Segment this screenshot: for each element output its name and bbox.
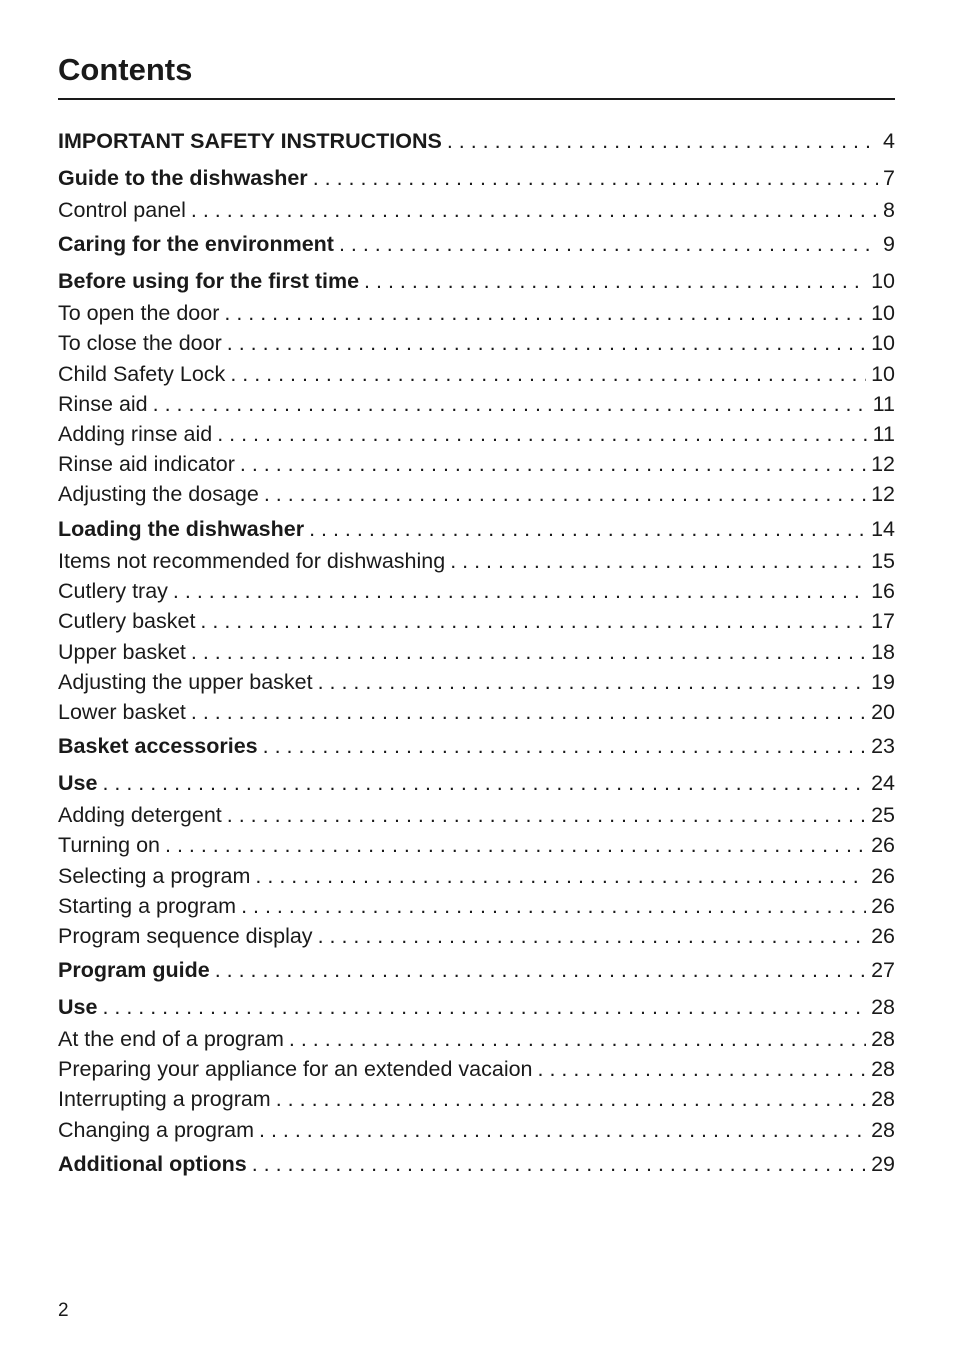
toc-entry-label: Additional options <box>58 1151 247 1176</box>
dot-leader <box>165 830 866 860</box>
dot-leader <box>102 991 866 1025</box>
toc-entry-page: 27 <box>871 958 895 983</box>
dot-leader <box>191 637 866 667</box>
toc-section-entry[interactable] <box>58 162 895 196</box>
toc-entry-label: Adding detergent <box>58 803 222 828</box>
toc-entry-label: Changing a program <box>58 1117 255 1142</box>
toc-entry-page: 28 <box>871 1087 895 1112</box>
toc-entry-label: At the end of a program <box>58 1027 284 1052</box>
toc-entry-label: Interrupting a program <box>58 1087 271 1112</box>
toc-entry-label: Guide to the dishwasher <box>58 165 308 190</box>
toc-entry-page: 23 <box>871 734 895 759</box>
toc-entry-page: 10 <box>871 331 895 356</box>
toc-subentry[interactable] <box>58 389 895 419</box>
toc-entry-page: 9 <box>883 232 895 257</box>
page-number: 2 <box>58 1300 69 1321</box>
toc-subentry[interactable] <box>58 1115 895 1145</box>
dot-leader <box>227 328 866 358</box>
toc-entry-page: 15 <box>871 549 895 573</box>
dot-leader <box>224 298 866 328</box>
dot-leader <box>191 697 866 727</box>
toc-entry-page: 29 <box>871 1151 895 1176</box>
table-of-contents <box>58 125 895 1181</box>
toc-entry-page: 7 <box>883 165 895 190</box>
toc-entry-page: 12 <box>871 482 895 507</box>
toc-entry-label: Use <box>58 994 98 1019</box>
toc-entry-label: Basket accessories <box>58 734 258 759</box>
toc-entry-page: 16 <box>871 579 895 604</box>
toc-subentry[interactable] <box>58 328 895 358</box>
toc-section-entry[interactable] <box>58 228 895 262</box>
toc-subentry[interactable] <box>58 1054 895 1084</box>
toc-entry-label: Control panel <box>58 198 186 222</box>
toc-entry-page: 25 <box>871 803 895 828</box>
toc-entry-label: Caring for the environment <box>58 232 334 257</box>
toc-section-entry[interactable] <box>58 125 895 159</box>
toc-entry-page: 4 <box>883 129 895 153</box>
toc-subentry[interactable] <box>58 891 895 921</box>
toc-entry-label: IMPORTANT SAFETY INSTRUCTIONS <box>58 129 442 153</box>
dot-leader <box>318 921 867 951</box>
toc-entry-label: Cutlery basket <box>58 609 196 634</box>
title-divider <box>58 98 895 100</box>
toc-entry-page: 18 <box>871 639 895 664</box>
toc-entry-page: 24 <box>871 770 895 795</box>
toc-entry-label: Items not recommended for dishwashing <box>58 549 446 573</box>
toc-subentry[interactable] <box>58 800 895 830</box>
toc-entry-page: 28 <box>871 994 895 1019</box>
dot-leader <box>173 576 866 606</box>
dot-leader <box>289 1024 866 1054</box>
toc-section-entry[interactable] <box>58 265 895 299</box>
dot-leader <box>240 449 866 479</box>
toc-subentry[interactable] <box>58 606 895 636</box>
toc-entry-label: Adjusting the upper basket <box>58 669 313 694</box>
dot-leader <box>255 861 866 891</box>
toc-entry-label: To close the door <box>58 331 222 356</box>
toc-entry-label: Adjusting the dosage <box>58 482 259 507</box>
toc-entry-label: Lower basket <box>58 699 186 724</box>
toc-entry-page: 26 <box>871 893 895 918</box>
toc-entry-label: To open the door <box>58 301 220 326</box>
toc-subentry[interactable] <box>58 546 895 576</box>
dot-leader <box>276 1084 866 1114</box>
toc-entry-label: Adding rinse aid <box>58 421 213 446</box>
dot-leader <box>230 359 866 389</box>
toc-entry-page: 17 <box>871 609 895 634</box>
dot-leader <box>309 513 866 547</box>
toc-entry-page: 28 <box>871 1117 895 1142</box>
toc-entry-label: Turning on <box>58 833 160 858</box>
toc-entry-label: Child Safety Lock <box>58 361 226 386</box>
toc-subentry[interactable] <box>58 195 895 225</box>
dot-leader <box>200 606 866 636</box>
toc-subentry[interactable] <box>58 449 895 479</box>
toc-entry-page: 19 <box>871 669 895 694</box>
toc-entry-label: Rinse aid <box>58 391 148 416</box>
toc-section-entry[interactable] <box>58 767 895 801</box>
dot-leader <box>217 419 867 449</box>
toc-subentry[interactable] <box>58 1084 895 1114</box>
dot-leader <box>263 730 866 764</box>
toc-subentry[interactable] <box>58 359 895 389</box>
toc-entry-page: 11 <box>872 391 895 416</box>
dot-leader <box>313 162 878 196</box>
toc-entry-label: Before using for the first time <box>58 268 360 293</box>
toc-entry-label: Rinse aid indicator <box>58 452 235 477</box>
toc-section-entry[interactable] <box>58 991 895 1025</box>
toc-subentry[interactable] <box>58 1024 895 1054</box>
toc-entry-label: Upper basket <box>58 639 186 664</box>
dot-leader <box>318 667 866 697</box>
dot-leader <box>252 1148 866 1182</box>
toc-entry-label: Selecting a program <box>58 863 251 888</box>
toc-entry-page: 11 <box>872 421 895 446</box>
toc-entry-page: 26 <box>871 863 895 888</box>
dot-leader <box>102 767 866 801</box>
toc-entry-label: Program guide <box>58 958 210 983</box>
dot-leader <box>339 228 878 262</box>
toc-subentry[interactable] <box>58 419 895 449</box>
dot-leader <box>364 265 866 299</box>
toc-subentry[interactable] <box>58 637 895 667</box>
toc-entry-page: 26 <box>871 923 895 948</box>
dot-leader <box>241 891 866 921</box>
toc-entry-label: Preparing your appliance for an extended vacaion <box>58 1057 533 1082</box>
toc-entry-label: Loading the dishwasher <box>58 516 305 541</box>
toc-entry-page: 12 <box>871 452 895 477</box>
toc-subentry[interactable] <box>58 479 895 509</box>
toc-entry-page: 26 <box>871 833 895 858</box>
dot-leader <box>538 1054 867 1084</box>
toc-entry-page: 20 <box>871 699 895 724</box>
toc-subentry[interactable] <box>58 861 895 891</box>
toc-subentry[interactable] <box>58 921 895 951</box>
toc-section-entry[interactable] <box>58 730 895 764</box>
page-title: Contents <box>58 52 193 87</box>
toc-entry-page: 28 <box>871 1027 895 1052</box>
toc-entry-page: 8 <box>883 198 895 222</box>
toc-entry-page: 10 <box>871 361 895 386</box>
toc-subentry[interactable] <box>58 576 895 606</box>
toc-subentry[interactable] <box>58 298 895 328</box>
toc-section-entry[interactable] <box>58 954 895 988</box>
toc-section-entry[interactable] <box>58 1148 895 1182</box>
toc-entry-label: Cutlery tray <box>58 579 168 604</box>
toc-entry-label: Starting a program <box>58 893 237 918</box>
toc-entry-page: 28 <box>871 1057 895 1082</box>
toc-subentry[interactable] <box>58 697 895 727</box>
dot-leader <box>447 125 878 159</box>
dot-leader <box>227 800 866 830</box>
toc-section-entry[interactable] <box>58 513 895 547</box>
dot-leader <box>264 479 866 509</box>
toc-entry-label: Use <box>58 770 98 795</box>
dot-leader <box>153 389 868 419</box>
toc-entry-page: 10 <box>871 301 895 326</box>
dot-leader <box>450 546 866 576</box>
dot-leader <box>259 1115 866 1145</box>
toc-entry-page: 14 <box>871 516 895 541</box>
dot-leader <box>215 954 866 988</box>
toc-subentry[interactable] <box>58 667 895 697</box>
toc-entry-page: 10 <box>871 268 895 293</box>
toc-subentry[interactable] <box>58 830 895 860</box>
dot-leader <box>191 195 878 225</box>
toc-entry-label: Program sequence display <box>58 923 313 948</box>
